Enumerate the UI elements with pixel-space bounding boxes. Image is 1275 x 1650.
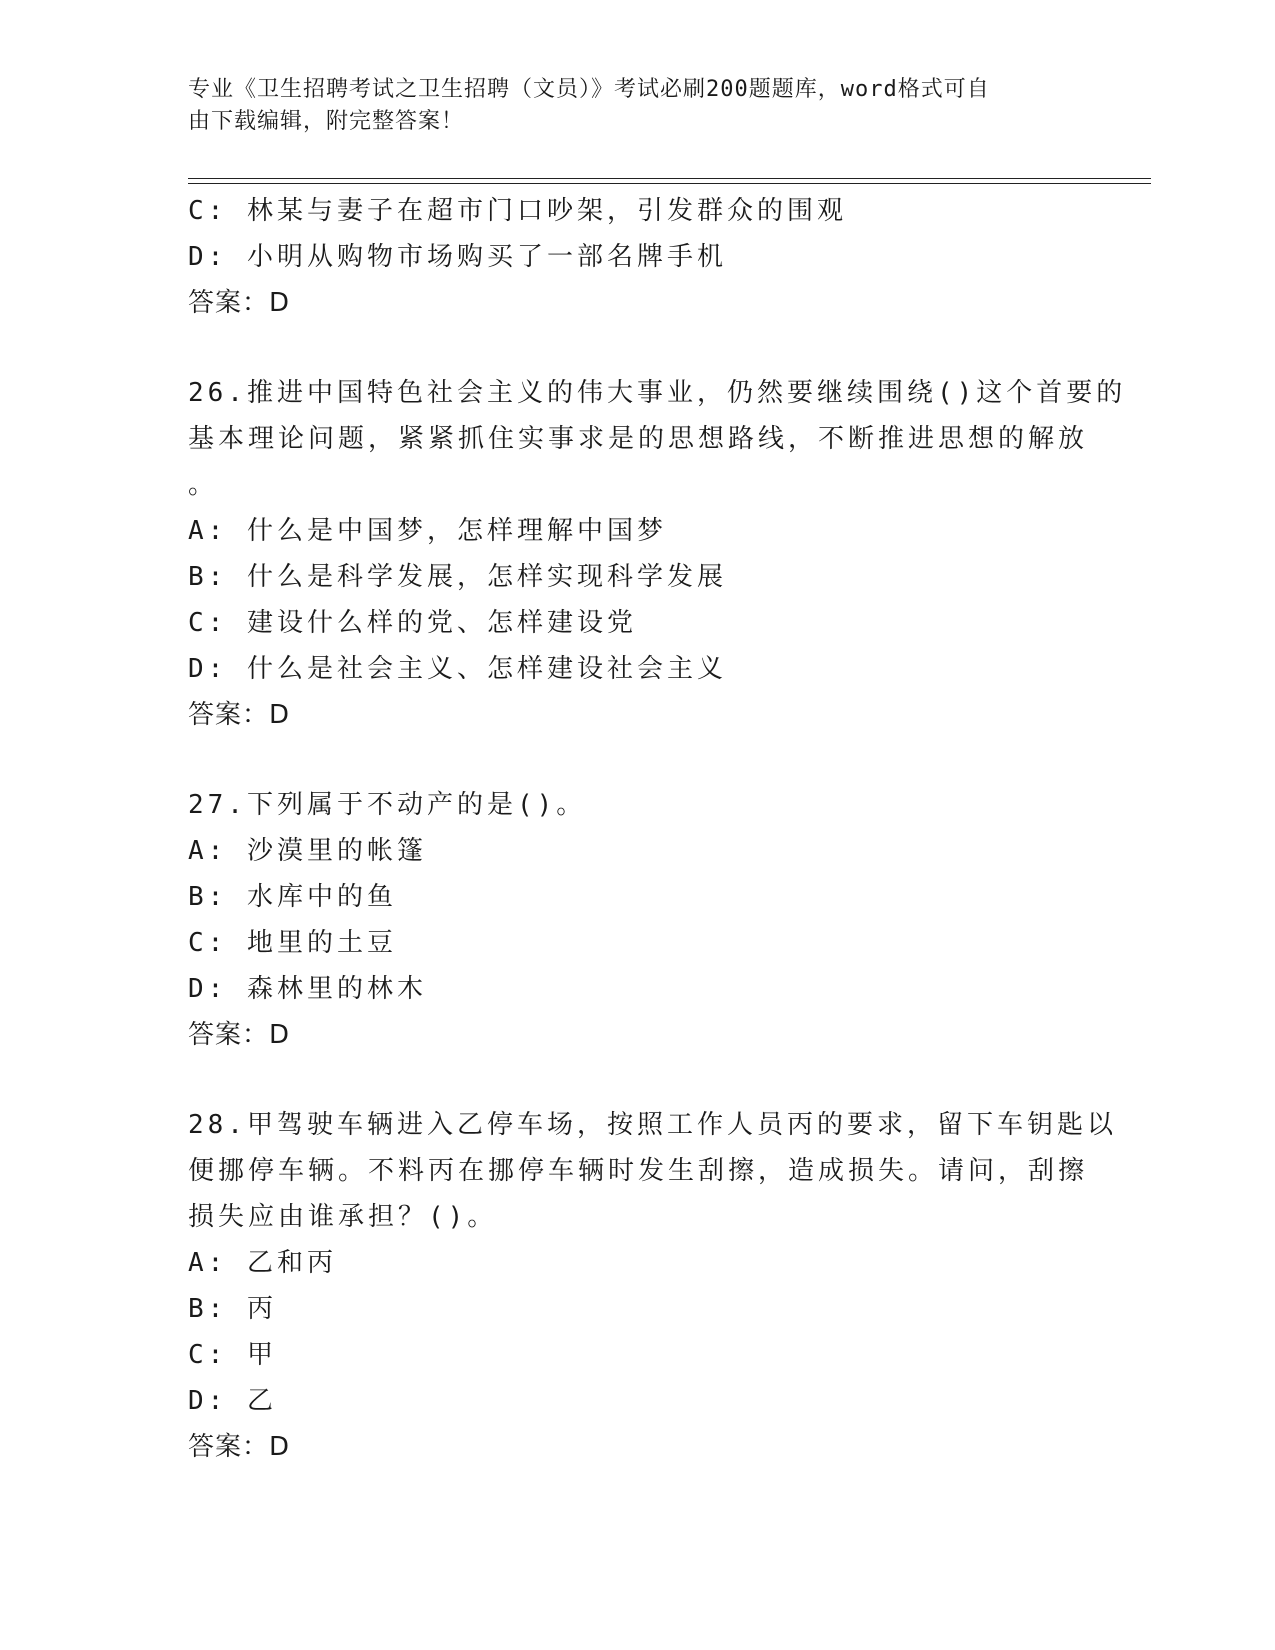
question-gap — [188, 738, 1088, 782]
question-text-line: 28.甲驾驶车辆进入乙停车场，按照工作人员丙的要求，留下车钥匙以 — [188, 1110, 1117, 1140]
question-28 — [188, 1102, 1117, 1470]
option-a: A: 沙漠里的帐篷 — [188, 836, 427, 866]
question-text-line: 损失应由谁承担？()。 — [188, 1202, 498, 1232]
option-b: B: 丙 — [188, 1294, 277, 1324]
option-b: B: 水库中的鱼 — [188, 882, 397, 912]
option-c: C: 地里的土豆 — [188, 928, 397, 958]
question-text-line: 26.推进中国特色社会主义的伟大事业，仍然要继续围绕()这个首要的 — [188, 378, 1127, 408]
option-b: B: 什么是科学发展，怎样实现科学发展 — [188, 562, 727, 592]
document-header — [188, 74, 1068, 138]
question-27 — [188, 782, 1088, 1058]
question-list — [188, 188, 1127, 1470]
answer-line: 答案：D — [188, 288, 291, 318]
option-c: C: 林某与妻子在超市门口吵架，引发群众的围观 — [188, 196, 847, 226]
question-text-line: 。 — [188, 470, 219, 500]
option-d: D: 什么是社会主义、怎样建设社会主义 — [188, 654, 727, 684]
prev-question-tail — [188, 188, 1088, 326]
question-text-line: 27.下列属于不动产的是()。 — [188, 790, 587, 820]
option-d: D: 小明从购物市场购买了一部名牌手机 — [188, 242, 727, 272]
answer-line: 答案：D — [188, 700, 291, 730]
option-d: D: 乙 — [188, 1386, 277, 1416]
header-line-1: 专业《卫生招聘考试之卫生招聘（文员）》考试必刷200题题库，word格式可自 — [188, 77, 990, 102]
header-rule-top — [188, 178, 1151, 179]
question-text-line: 基本理论问题，紧紧抓住实事求是的思想路线，不断推进思想的解放 — [188, 424, 1089, 454]
option-c: C: 建设什么样的党、怎样建设党 — [188, 608, 637, 638]
header-line-2: 由下载编辑，附完整答案！ — [188, 109, 465, 134]
question-26 — [188, 370, 1127, 738]
option-a: A: 乙和丙 — [188, 1248, 337, 1278]
header-rule-bottom — [188, 183, 1151, 184]
option-a: A: 什么是中国梦，怎样理解中国梦 — [188, 516, 667, 546]
option-d: D: 森林里的林木 — [188, 974, 427, 1004]
question-gap — [188, 326, 1088, 370]
answer-line: 答案：D — [188, 1432, 291, 1462]
question-text-line: 便挪停车辆。不料丙在挪停车辆时发生刮擦，造成损失。请问，刮擦 — [188, 1156, 1089, 1186]
answer-line: 答案：D — [188, 1020, 291, 1050]
option-c: C: 甲 — [188, 1340, 277, 1370]
question-gap — [188, 1058, 1088, 1102]
